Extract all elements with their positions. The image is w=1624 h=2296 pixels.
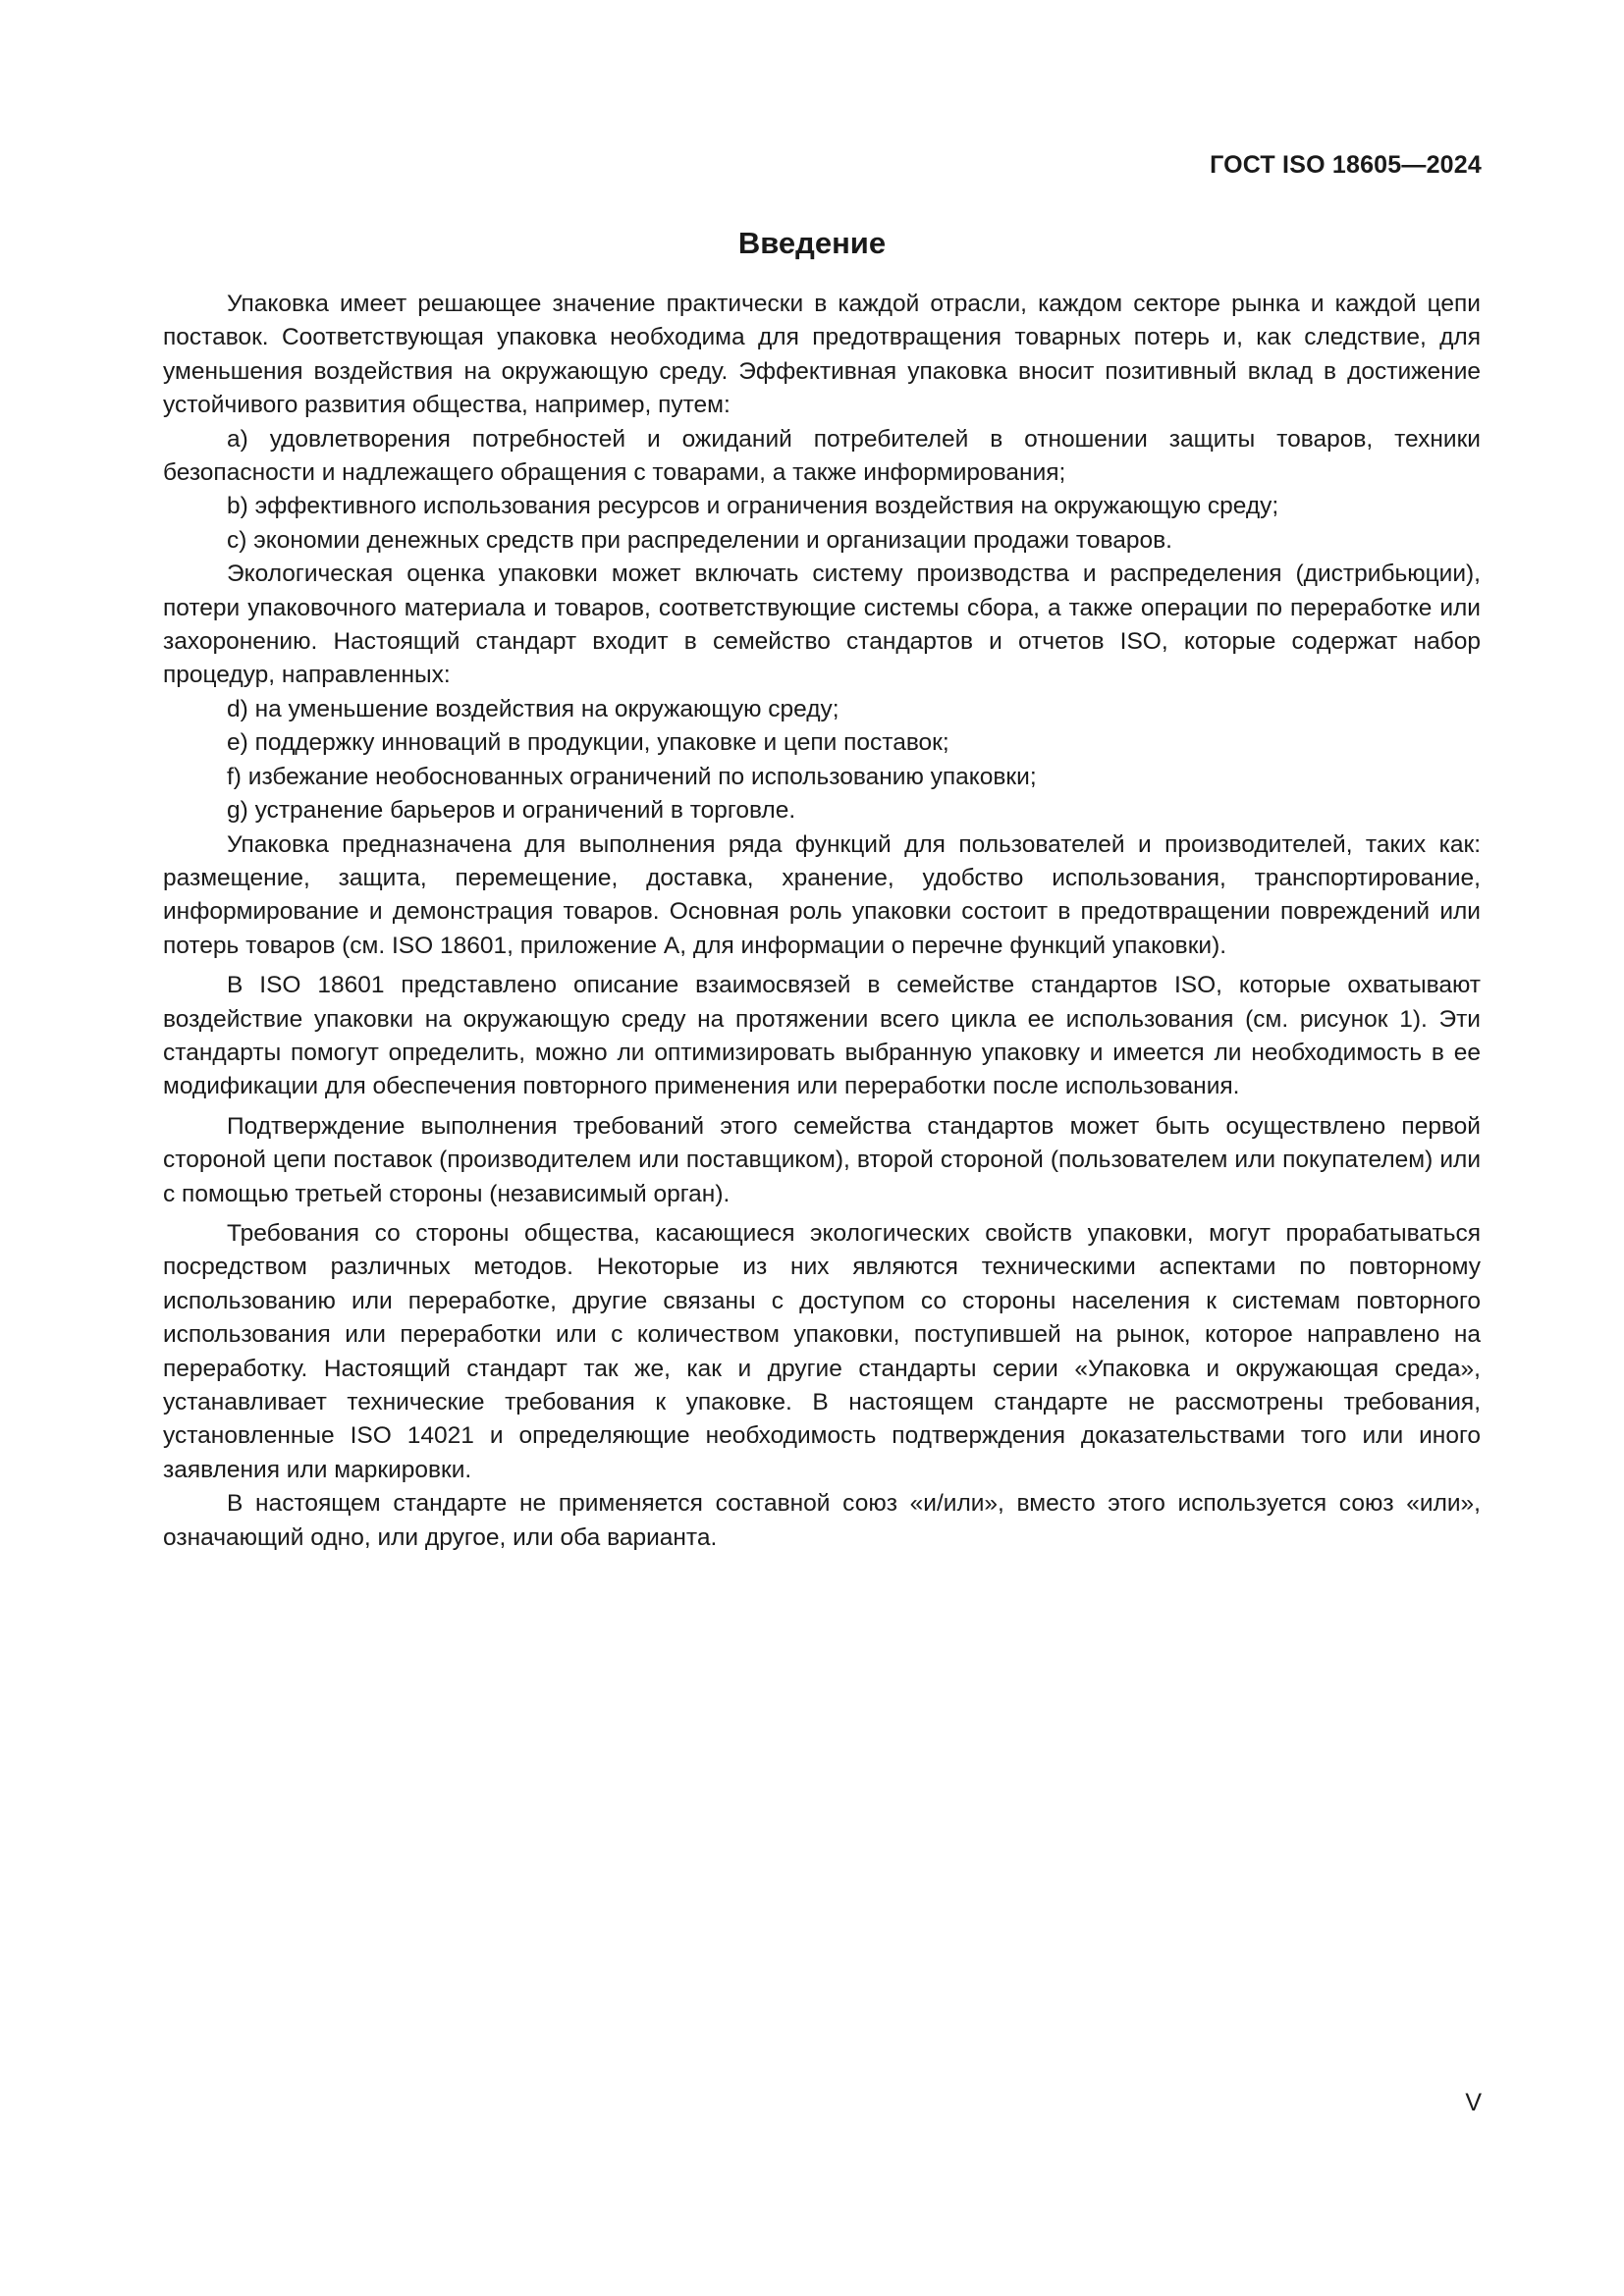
section-title: Введение (737, 226, 887, 260)
paragraph-conjunction-note: В настоящем стандарте не применяется составной союз «и/или», вместо этого используется союз «или», означающий одно, или другое, или оба варианта. (163, 1490, 1481, 1551)
body-text (163, 288, 1481, 1555)
list-item-b: b) эффективного использования ресурсов и ограничения воздействия на окружающую среду; (227, 493, 1279, 520)
list-item-g: g) устранение барьеров и ограничений в торговле. (227, 797, 796, 825)
paragraph-packaging-functions: Упаковка предназначена для выполнения ряда функций для пользователей и производителей, таких как: размещение, защита, перемещение, доставка, хранение, удобство использования, транспортирование, информирование и демонстрация товаров. Основная роль упаковки состоит в предотвращении повреждений или потерь товаров (см. ISO 18601, приложение А, для информации о перечне функций упаковки). (163, 830, 1481, 959)
list-item-c: c) экономии денежных средств при распределении и организации продажи товаров. (227, 526, 1172, 554)
list-item-e: e) поддержку инноваций в продукции, упаковке и цепи поставок; (227, 729, 949, 757)
paragraph-ecological-assessment: Экологическая оценка упаковки может включать систему производства и распределения (дистрибьюции), потери упаковочного материала и товаров, соответствующие системы сбора, а также операции по переработке или захоронению. Настоящий стандарт входит в семейство стандартов и отчетов ISO, которые содержат набор процедур, направленных: (163, 561, 1481, 689)
page-number: V (1465, 2089, 1482, 2116)
list-item-f: f) избежание необоснованных ограничений по использованию упаковки; (227, 763, 1037, 790)
paragraph-society-requirements: Требования со стороны общества, касающиеся экологических свойств упаковки, могут прорабатываться посредством различных методов. Некоторые из них являются техническими аспектами по повторному использованию или переработке, другие связаны с доступом со стороны населения к системам повторного использования или переработки или с количеством упаковки, поступившей на рынок, которое направлено на переработку. Настоящий стандарт так же, как и другие стандарты серии «Упаковка и окружающая среда», устанавливает технические требования к упаковке. В настоящем стандарте не рассмотрены требования, установленные ISO 14021 и определяющие необходимость подтверждения доказательствами того или иного заявления или маркировки. (163, 1219, 1481, 1483)
list-item-d: d) на уменьшение воздействия на окружающую среду; (227, 695, 839, 722)
list-item-a: a) удовлетворения потребностей и ожиданий потребителей в отношении защиты товаров, техники безопасности и надлежащего обращения с товарами, а также информирования; (163, 425, 1481, 487)
document-id-header: ГОСТ ISO 18605—2024 (1210, 151, 1482, 179)
paragraph-intro: Упаковка имеет решающее значение практически в каждой отрасли, каждом секторе рынка и каждой цепи поставок. Соответствующая упаковка необходима для предотвращения товарных потерь и, как следствие, для уменьшения воздействия на окружающую среду. Эффективная упаковка вносит позитивный вклад в достижение устойчивого развития общества, например, путем: (163, 291, 1481, 419)
paragraph-iso-18601: В ISO 18601 представлено описание взаимосвязей в семействе стандартов ISO, которые охватывают воздействие упаковки на окружающую среду на протяжении всего цикла ее использования (см. рисунок 1). Эти стандарты помогут определить, можно ли оптимизировать выбранную упаковку и имеется ли необходимость в ее модификации для обеспечения повторного применения или переработки после использования. (163, 972, 1481, 1100)
paragraph-confirmation: Подтверждение выполнения требований этого семейства стандартов может быть осуществлено первой стороной цепи поставок (производителем или поставщиком), второй стороной (пользователем или покупателем) или с помощью третьей стороны (независимый орган). (163, 1112, 1481, 1207)
